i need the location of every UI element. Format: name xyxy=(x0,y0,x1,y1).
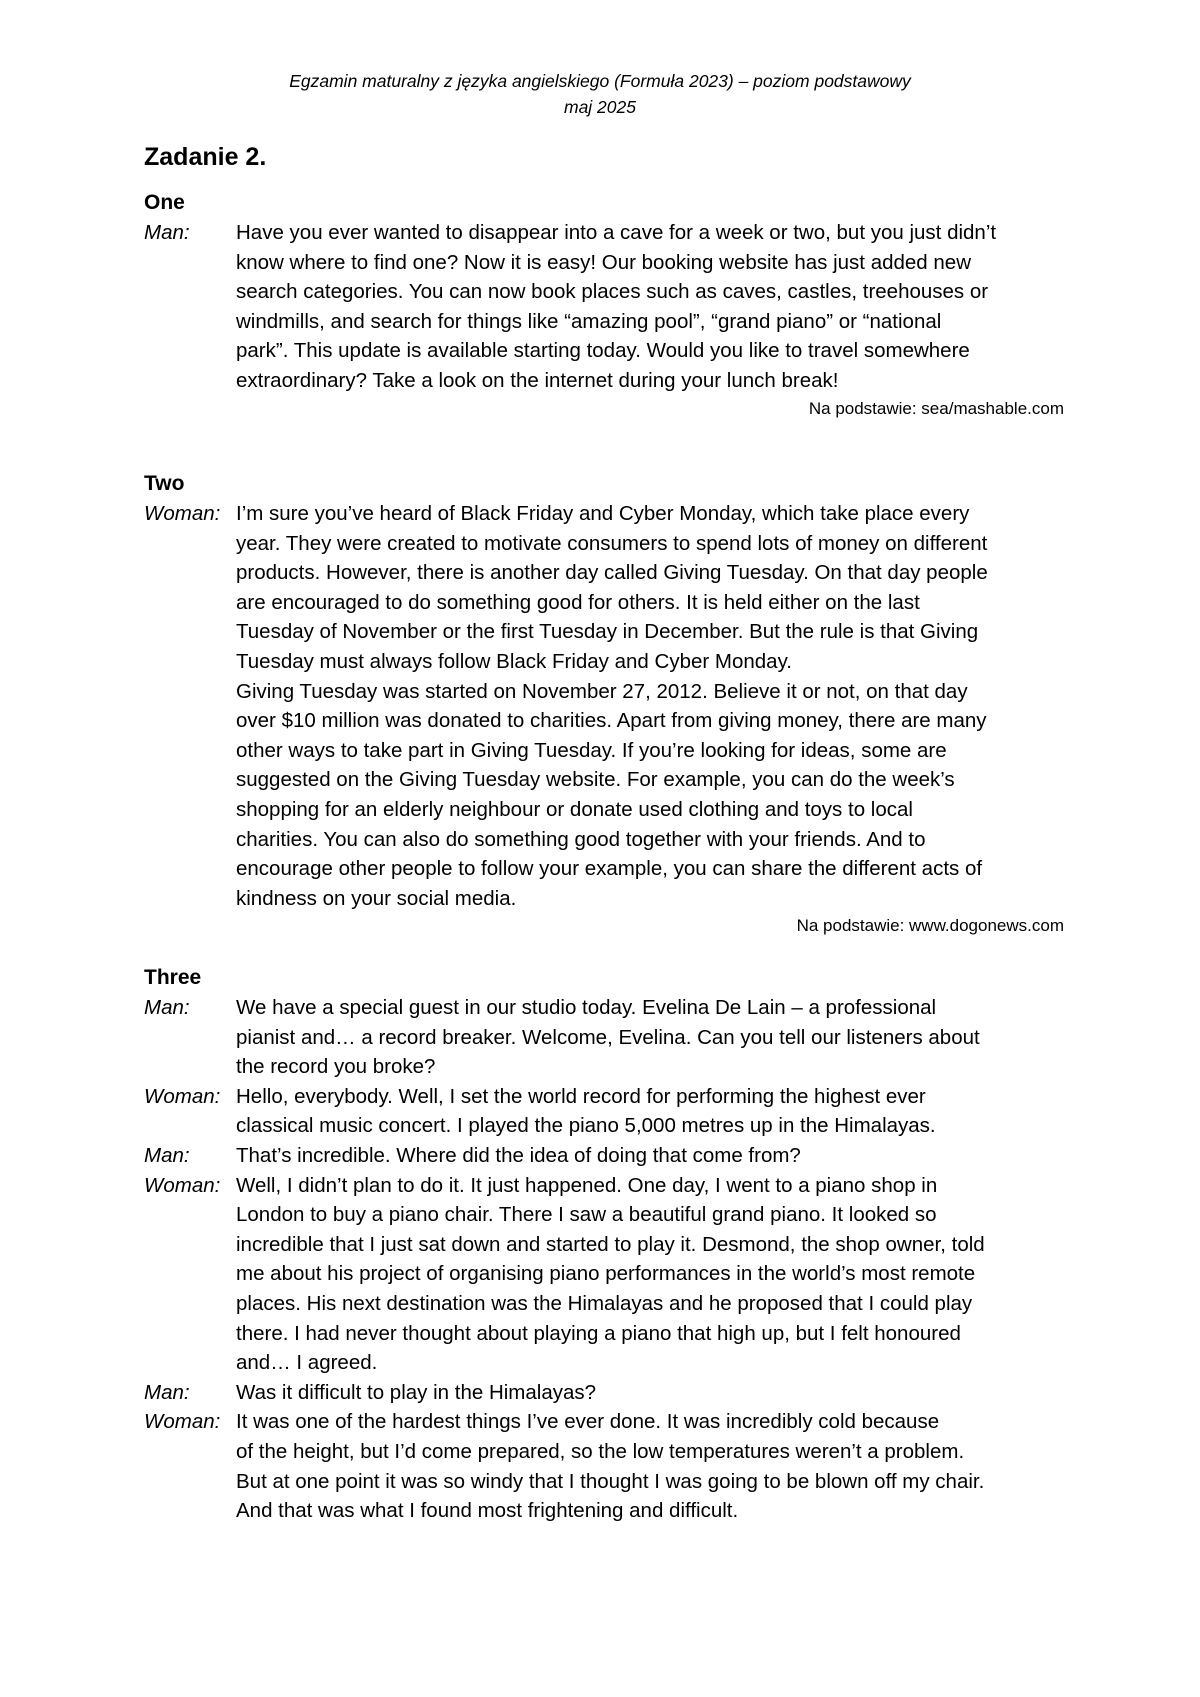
source-note: Na podstawie: sea/mashable.com xyxy=(808,398,1064,418)
section-one xyxy=(144,188,1064,422)
section-label: One xyxy=(144,191,185,214)
task-title: Zadanie 2. xyxy=(144,143,267,171)
speech-text: Well, I didn’t plan to do it. It just happened. One day, I went to a piano shop in London to buy a piano chair. There I saw a beautiful grand piano. It looked so incredible that I just sat down and started to play it. Desmond, the shop owner, told me about his project of organising piano performances in the world’s most remote places. His next destination was the Himalayas and he proposed that I could play there. I had never thought about playing a piano that high up, but I felt honoured and… I agreed. xyxy=(236,1173,985,1375)
speaker-label: Man: xyxy=(144,1143,190,1167)
speaker-label: Woman: xyxy=(144,502,221,525)
source-note: Na podstawie: www.dogonews.com xyxy=(796,916,1064,936)
speech-text: We have a special guest in our studio today. Evelina De Lain – a professional pianist and… a record breaker. Welcome, Evelina. Can you tell our listeners about the record you broke? xyxy=(236,996,980,1079)
section-two xyxy=(144,469,1064,939)
page-header xyxy=(0,68,1200,120)
speech-text: Have you ever wanted to disappear into a cave for a week or two, but you just didn’t know where to find one? Now it is easy! Our booking website has just added new search categories. You can now book places such as caves, castles, treehouses or windmills, and search for things like “amazing pool”, “grand piano” or “national park”. This update is available starting today. Would you like to travel somewhere extraordinary? Take a look on the internet during your lunch break! xyxy=(236,221,997,392)
dialogue-line xyxy=(144,1171,1064,1378)
speech-text: That’s incredible. Where did the idea of doing that come from? xyxy=(236,1143,801,1167)
speech-text: I’m sure you’ve heard of Black Friday and Cyber Monday, which take place every year. They were created to motivate consumers to spend lots of money on different products. However, there is another day called Giving Tuesday. On that day people are encouraged to do something good for others. It is held either on the last Tuesday of November or the first Tuesday in December. But the rule is that Giving Tuesday must always follow Black Friday and Cyber Monday. Giving Tuesday was started on November 27, 2012. Believe it or not, on that day over $10 million was donated to charities. Apart from giving money, there are many other ways to take part in Giving Tuesday. If you’re looking for ideas, some are suggested on the Giving Tuesday website. For example, you can do the week’s shopping for an elderly neighbour or donate used clothing and toys to local charities. You can also do something good together with your friends. And to encourage other people to follow your example, you can share the different acts of kindness on your social media. xyxy=(236,502,988,910)
speaker-label: Woman: xyxy=(144,1410,221,1434)
dialogue-line xyxy=(144,1407,1064,1525)
header-date: maj 2025 xyxy=(564,97,636,117)
section-label: Two xyxy=(144,472,185,495)
speaker-label: Woman: xyxy=(144,1173,221,1197)
speaker-label: Man: xyxy=(144,996,190,1019)
speech-text: Was it difficult to play in the Himalayas? xyxy=(236,1380,597,1404)
section-label: Three xyxy=(144,966,202,989)
dialogue-line xyxy=(144,218,1064,396)
dialogue-line xyxy=(144,1378,1064,1408)
dialogue-line xyxy=(144,499,1064,913)
speech-text: Hello, everybody. Well, I set the world record for performing the highest ever classical music concert. I played the piano 5,000 metres up in the Himalayas. xyxy=(236,1084,936,1138)
section-three xyxy=(144,963,1064,1526)
speaker-label: Man: xyxy=(144,1380,190,1404)
dialogue-line xyxy=(144,1082,1064,1141)
dialogue-line xyxy=(144,993,1064,1082)
speaker-label: Woman: xyxy=(144,1084,221,1108)
dialogue-line xyxy=(144,1141,1064,1171)
speaker-label: Man: xyxy=(144,221,190,244)
header-exam-title: Egzamin maturalny z języka angielskiego (Formuła 2023) – poziom podstawowy xyxy=(289,71,911,91)
speech-text: It was one of the hardest things I’ve ever done. It was incredibly cold because of the height, but I’d come prepared, so the low temperatures weren’t a problem. But at one point it was so windy that I thought I was going to be blown off my chair. And that was what I found most frightening and difficult. xyxy=(236,1410,985,1523)
